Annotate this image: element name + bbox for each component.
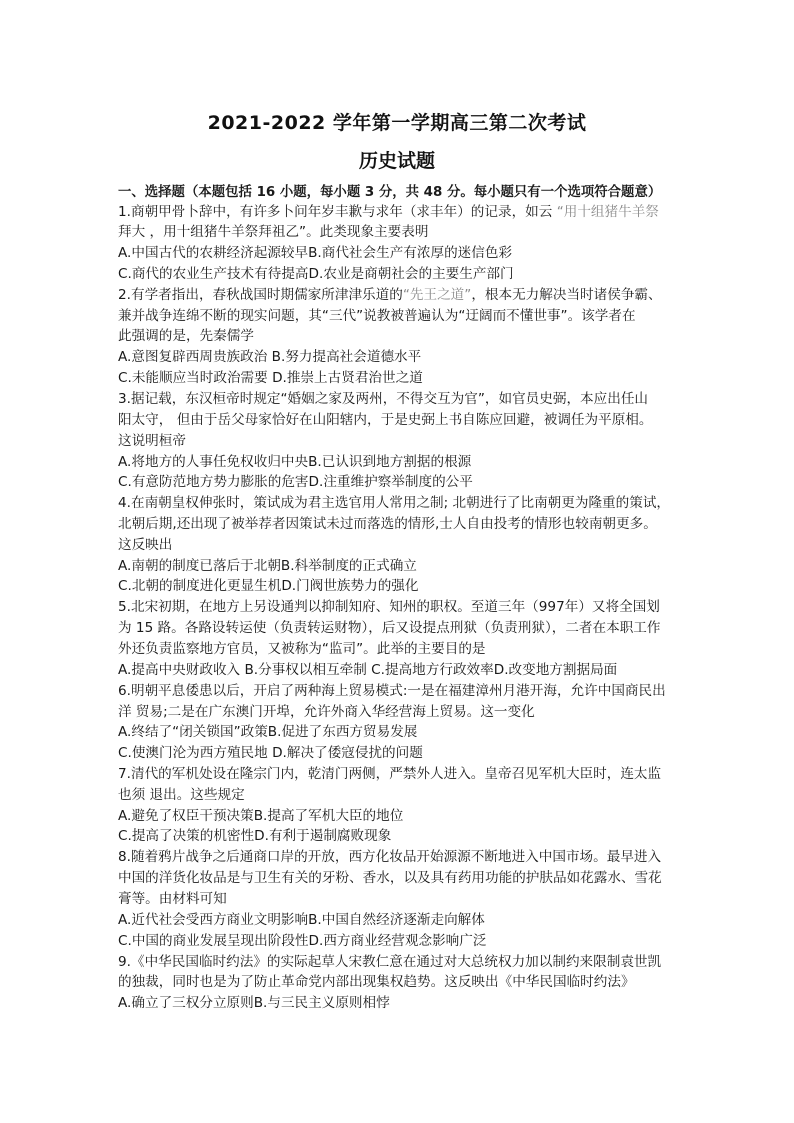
q4-line-3: 这反映出 <box>118 537 173 553</box>
q2-quote: “先王之道” <box>402 287 472 303</box>
q1-option-cd: C.商代的农业生产技术有待提高D.农业是商朝社会的主要生产部门 <box>118 266 514 282</box>
q3-option-ab: A.将地方的人事任免权收归中央B.已认识到地方割据的根源 <box>118 454 472 470</box>
q5-line-1: 5.北宋初期，在地方上另设通判以抑制知府、知州的职权。至道三年（997年）又将全国划 <box>118 599 660 615</box>
q9-option-ab: A.确立了三权分立原则B.与三民主义原则相悖 <box>118 995 390 1011</box>
q5-options: A.提高中央财政收入 B.分事权以相互牵制 C.提高地方行政效率D.改变地方割据局面 <box>118 662 618 678</box>
q3-option-cd: C.有意防范地方势力膨胀的危害D.注重维护察举制度的公平 <box>118 474 473 490</box>
q2-line-2: 兼并战争连绵不断的现实问题，其“三代”说教被普遍认为“迂阔而不懂世事”。该学者在 <box>118 308 636 324</box>
q4-option-cd: C.北朝的制度进化更显生机D.门阀世族势力的强化 <box>118 578 419 594</box>
q7-line-1: 7.清代的军机处设在隆宗门内，乾清门两侧，严禁外人进入。皇帝召见军机大臣时，连太监 <box>118 766 662 782</box>
q6-line-2: 洋 贸易;二是在广东澳门开埠，允许外商入华经营海上贸易。这一变化 <box>118 704 535 720</box>
exam-title: 2021-2022 学年第一学期高三第二次考试 <box>207 112 587 134</box>
q7-option-ab: A.避免了权臣干预决策B.提高了军机大臣的地位 <box>118 808 404 824</box>
q1-text: 1.商朝甲骨卜辞中，有许多卜问年岁丰歉与求年（求丰年）的记录，如云 <box>118 204 557 220</box>
q1-quote-end: 拜大 ，用十组猪牛羊祭拜祖乙” <box>118 224 307 240</box>
q5-line-2: 为 15 路。各路设转运使（负责转运财物），后又设提点刑狱（负责刑狱），二者在本职工作 <box>118 620 661 636</box>
q8-line-3: 膏等。由材料可知 <box>118 891 227 907</box>
q3-line-2: 阳太守， 但由于岳父母家恰好在山阳辖内，于是史弼上书自陈应回避，被调任为平原相。 <box>118 412 653 428</box>
q1-line-1 <box>118 202 678 222</box>
q1-prompt: 。此类现象主要表明 <box>306 224 429 240</box>
q7-line-2: 也须 退出。这些规定 <box>118 787 245 803</box>
q8-line-1: 8.随着鸦片战争之后通商口岸的开放，西方化妆品开始源源不断地进入中国市场。最早进入 <box>118 849 662 865</box>
q7-option-cd: C.提高了决策的机密性D.有利于遏制腐败现象 <box>118 828 392 844</box>
q2-line-3: 此强调的是，先秦儒学 <box>118 328 254 344</box>
section-heading: 一、选择题（本题包括 16 小题，每小题 3 分，共 48 分。每小题只有一个选项符合题意） <box>118 185 662 200</box>
q6-option-cd: C.使澳门沦为西方殖民地 D.解决了倭寇侵扰的问题 <box>118 745 423 761</box>
subject-title: 历史试题 <box>358 150 435 172</box>
q2-option-cd: C.未能顺应当时政治需要 D.推崇上古贤君治世之道 <box>118 370 423 386</box>
q3-line-3: 这说明桓帝 <box>118 433 186 449</box>
q6-option-ab: A.终结了“闭关锁国”政策B.促进了东西方贸易发展 <box>118 724 418 740</box>
q6-line-1: 6.明朝平息倭患以后，开启了两种海上贸易模式:一是在福建漳州月港开海，允许中国商民出 <box>118 683 666 699</box>
q2-text-cont: ，根本无力解决当时诸侯争霸、 <box>471 287 662 303</box>
q4-line-2: 北朝后期,还出现了被举荐者因策试未过而落选的情形,士人自由投考的情形也较南朝更多。 <box>118 516 657 532</box>
q8-option-cd: C.中国的商业发展呈现出阶段性D.西方商业经营观念影响广泛 <box>118 933 487 949</box>
q5-line-3: 外还负责监察地方官员，又被称为“监司”。此举的主要目的是 <box>118 641 486 657</box>
q2-option-ab: A.意图复辟西周贵族政治 B.努力提高社会道德水平 <box>118 349 422 365</box>
q2-text: 2.有学者指出，春秋战国时期儒家所津津乐道的 <box>118 287 403 303</box>
q2-line-1 <box>118 285 678 305</box>
q9-line-2: 的独裁，同时也是为了防止革命党内部出现集权趋势。这反映出《中华民国临时约法》 <box>118 974 635 990</box>
q1-option-ab: A.中国古代的农耕经济起源较早B.商代社会生产有浓厚的迷信色彩 <box>118 245 513 261</box>
q4-option-ab: A.南朝的制度已落后于北朝B.科举制度的正式确立 <box>118 558 417 574</box>
q4-line-1: 4.在南朝皇权伸张时，策试成为君主选官用人常用之制; 北朝进行了比南朝更为隆重的策试， <box>118 495 671 511</box>
q8-option-ab: A.近代社会受西方商业文明影响B.中国自然经济逐渐走向解体 <box>118 912 485 928</box>
q3-line-1: 3.据记载，东汉桓帝时规定“婚姻之家及两州，不得交互为官”，如官员史弼，本应出任山 <box>118 391 649 407</box>
q1-line-2 <box>118 222 678 242</box>
q8-line-2: 中国的洋货化妆品是与卫生有关的牙粉、香水，以及具有药用功能的护肤品如花露水、雪花 <box>118 870 662 886</box>
q9-line-1: 9.《中华民国临时约法》的实际起草人宋教仁意在通过对大总统权力加以制约来限制袁世凯 <box>118 954 662 970</box>
q1-quote: “用十组猪牛羊祭 <box>556 204 659 220</box>
